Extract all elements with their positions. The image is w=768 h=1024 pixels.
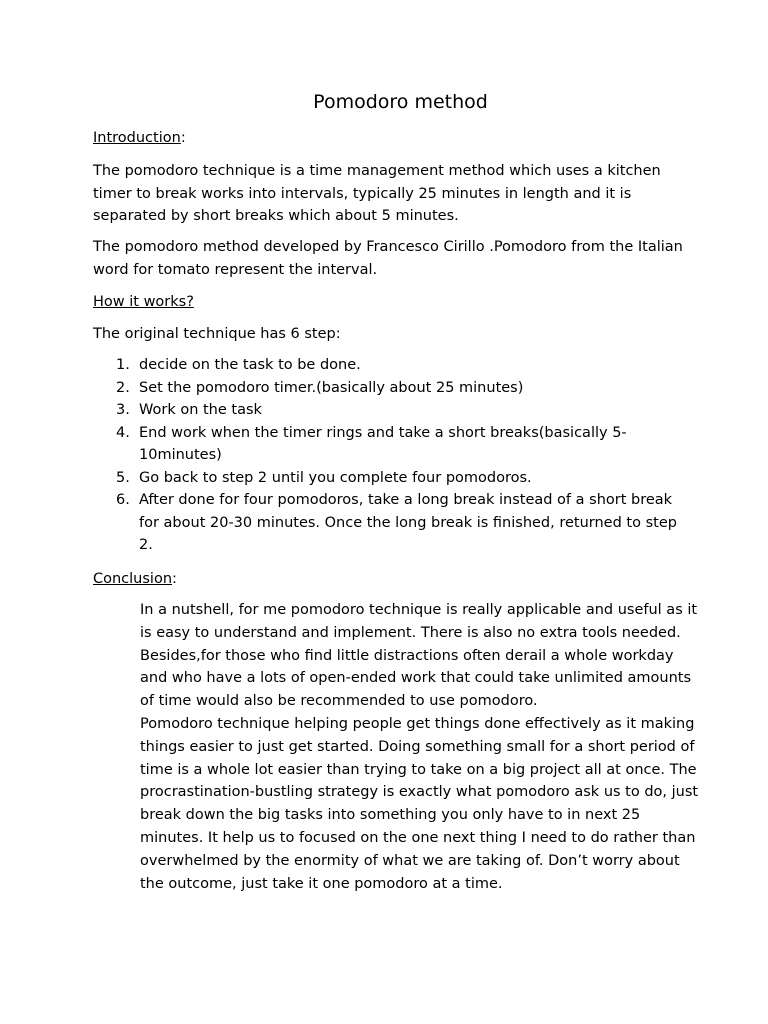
conclusion-paragraph-1: In a nutshell, for me pomodoro technique is really applicable and useful as it is easy to understand and implement. There is also no extra tools needed. Besides,for those who find little distractions often derail a whole workday and who have a lots of open-ended work that could take unlimited amounts of time would also be recommended to use pomodoro.: [140, 602, 698, 710]
step-number: 6.: [116, 492, 130, 508]
step-item: [93, 422, 693, 467]
step-item: [93, 467, 693, 490]
introduction-paragraph-1: The pomodoro technique is a time management method which uses a kitchen timer to break works into intervals, typically 25 minutes in length and it is separated by short breaks which about 5 minutes.: [93, 163, 661, 224]
steps-intro: The original technique has 6 step:: [93, 326, 341, 342]
step-number: 1.: [116, 357, 130, 373]
conclusion-heading-colon: :: [172, 571, 177, 587]
steps-list: [93, 354, 693, 557]
introduction-heading: [93, 127, 186, 149]
step-item: [93, 354, 693, 377]
introduction-paragraph-2: The pomodoro method developed by Francesco Cirillo .Pomodoro from the Italian word for tomato represent the interval.: [93, 239, 683, 278]
step-text: Go back to step 2 until you complete four pomodoros.: [139, 469, 532, 486]
introduction-heading-colon: :: [180, 130, 186, 146]
step-text: Work on the task: [139, 402, 262, 418]
step-number: 2.: [116, 379, 130, 396]
step-text: End work when the timer rings and take a short breaks(basically 5-10minutes): [139, 424, 627, 463]
step-text: decide on the task to be done.: [139, 357, 361, 373]
how-it-works-heading-text: How it works?: [93, 294, 194, 310]
step-number: 5.: [116, 469, 130, 486]
page-title: Pomodoro method: [313, 91, 488, 113]
step-item: [93, 377, 693, 400]
how-it-works-heading: [93, 291, 194, 313]
step-text: After done for four pomodoros, take a long break instead of a short break for about 20-30 minutes. Once the long break is finished, returned to step 2.: [139, 492, 677, 553]
conclusion-paragraph-2: Pomodoro technique helping people get things done effectively as it making things easier to just get started. Doing something small for a short period of time is a whole lot easier than trying to take on a big project all at once. The procrastination-bustling strategy is exactly what pomodoro ask us to do, just break down the big tasks into something you only have to in next 25 minutes. It help us to focused on the one next thing I need to do rather than overwhelmed by the enormity of what we are taking of. Don’t worry about the outcome, just take it one pomodoro at a time.: [140, 715, 699, 892]
conclusion-body: [140, 599, 700, 895]
step-number: 3.: [116, 402, 130, 418]
introduction-heading-text: Introduction: [93, 130, 181, 146]
step-item: [93, 489, 693, 557]
step-number: 4.: [116, 424, 130, 441]
step-text: Set the pomodoro timer.(basically about 25 minutes): [139, 379, 524, 396]
conclusion-heading-text: Conclusion: [93, 571, 173, 587]
step-item: [93, 399, 693, 422]
conclusion-heading: [93, 568, 177, 590]
